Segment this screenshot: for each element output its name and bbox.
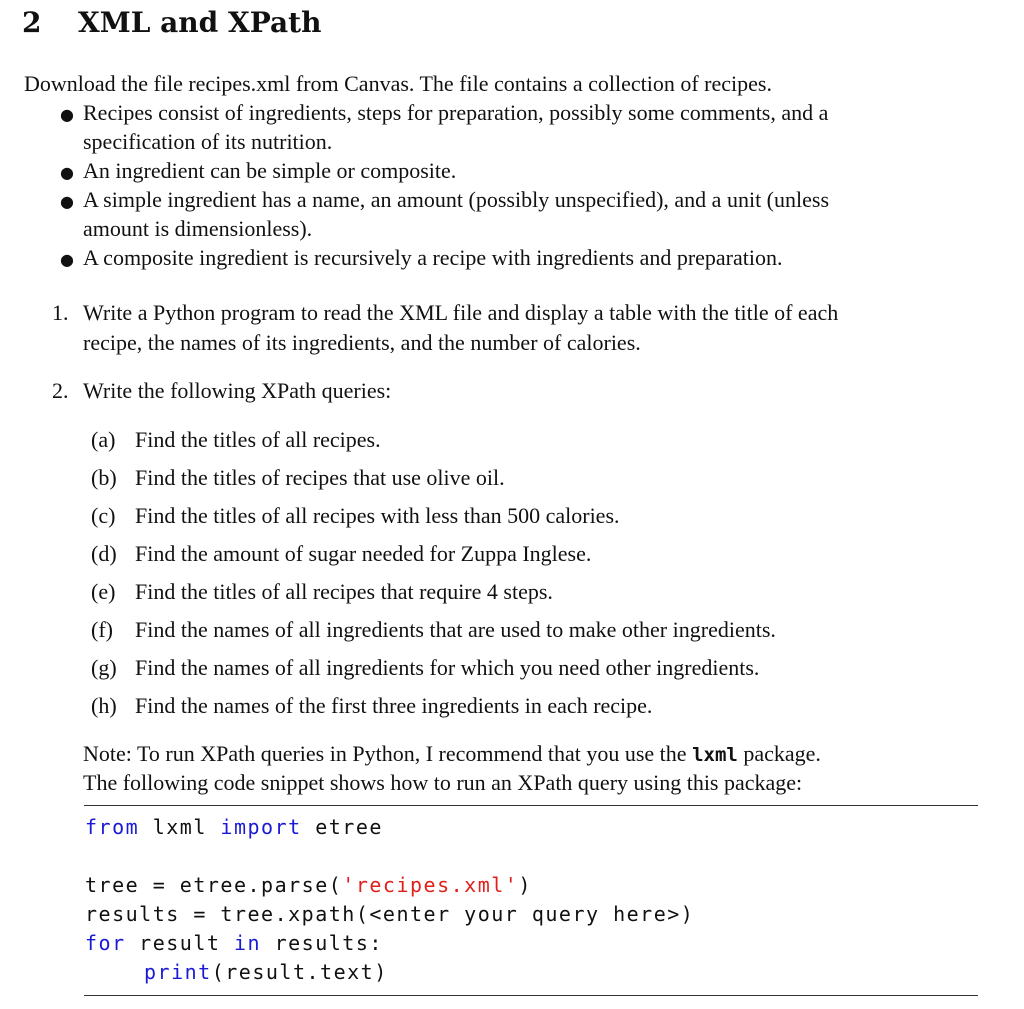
code-line bbox=[85, 813, 383, 842]
query-text: Find the titles of recipes that use olive oil. bbox=[135, 465, 505, 490]
code-text: lxml bbox=[139, 815, 221, 839]
task-text-line: Write a Python program to read the XML file and display a table with the title of each bbox=[83, 300, 839, 325]
code-text: ) bbox=[518, 873, 532, 897]
bullet-item-line: A composite ingredient is recursively a recipe with ingredients and preparation. bbox=[83, 245, 783, 270]
query-text: Find the titles of all recipes with less than 500 calories. bbox=[135, 503, 620, 528]
bullet-item-line: specification of its nutrition. bbox=[83, 129, 333, 154]
query-text: Find the names of all ingredients that are used to make other ingredients. bbox=[135, 617, 776, 642]
query-text: Find the titles of all recipes. bbox=[135, 427, 381, 452]
section-number: 2 bbox=[22, 6, 42, 39]
code-line bbox=[144, 958, 388, 987]
note-code: lxml bbox=[692, 744, 738, 766]
code-string: 'recipes.xml' bbox=[342, 873, 519, 897]
query-label: (a) bbox=[91, 427, 116, 452]
note-line bbox=[83, 739, 821, 770]
code-text: result bbox=[125, 931, 234, 955]
bullet-icon: ● bbox=[60, 163, 74, 182]
bullet-item-line: Recipes consist of ingredients, steps for preparation, possibly some comments, and a bbox=[83, 100, 829, 125]
note-text: Note: To run XPath queries in Python, I recommend that you use the bbox=[83, 741, 693, 766]
query-label: (f) bbox=[91, 617, 113, 642]
query-text: Find the names of all ingredients for which you need other ingredients. bbox=[135, 655, 760, 680]
query-text: Find the titles of all recipes that require 4 steps. bbox=[135, 579, 553, 604]
code-text: etree bbox=[301, 815, 383, 839]
task-number: 2. bbox=[52, 378, 69, 403]
code-text: tree = etree.parse( bbox=[85, 873, 343, 897]
query-label: (d) bbox=[91, 541, 117, 566]
bullet-item-line: amount is dimensionless). bbox=[83, 216, 313, 241]
code-top-rule bbox=[84, 805, 978, 806]
bullet-icon: ● bbox=[60, 250, 74, 269]
bullet-icon: ● bbox=[60, 192, 74, 211]
query-label: (c) bbox=[91, 503, 116, 528]
task-number: 1. bbox=[52, 300, 69, 325]
bullet-item-line: A simple ingredient has a name, an amount (possibly unspecified), and a unit (unless bbox=[83, 187, 830, 212]
bullet-icon: ● bbox=[60, 105, 74, 124]
task-text-line: recipe, the names of its ingredients, and the number of calories. bbox=[83, 330, 641, 355]
bullet-item-line: An ingredient can be simple or composite. bbox=[83, 158, 457, 183]
code-line: results = tree.xpath(<enter your query here>) bbox=[85, 902, 695, 926]
query-label: (h) bbox=[91, 693, 117, 718]
section-title: XML and XPath bbox=[78, 6, 322, 39]
query-label: (e) bbox=[91, 579, 116, 604]
query-text: Find the amount of sugar needed for Zuppa Inglese. bbox=[135, 541, 592, 566]
code-line bbox=[85, 929, 383, 958]
code-keyword: print bbox=[144, 960, 212, 984]
query-label: (b) bbox=[91, 465, 117, 490]
intro-paragraph: Download the file recipes.xml from Canvas. The file contains a collection of recipes. bbox=[24, 71, 772, 96]
code-keyword: for bbox=[85, 931, 126, 955]
code-text: (result.text) bbox=[211, 960, 388, 984]
note-text: package. bbox=[737, 741, 821, 766]
query-text: Find the names of the first three ingredients in each recipe. bbox=[135, 693, 653, 718]
note-line: The following code snippet shows how to run an XPath query using this package: bbox=[83, 770, 803, 795]
task-text-line: Write the following XPath queries: bbox=[83, 378, 392, 403]
query-label: (g) bbox=[91, 655, 117, 680]
code-keyword: in bbox=[233, 931, 262, 955]
code-keyword: import bbox=[220, 815, 302, 839]
code-text: results: bbox=[261, 931, 383, 955]
code-line bbox=[85, 871, 532, 900]
code-keyword: from bbox=[85, 815, 140, 839]
code-bottom-rule bbox=[84, 995, 978, 996]
